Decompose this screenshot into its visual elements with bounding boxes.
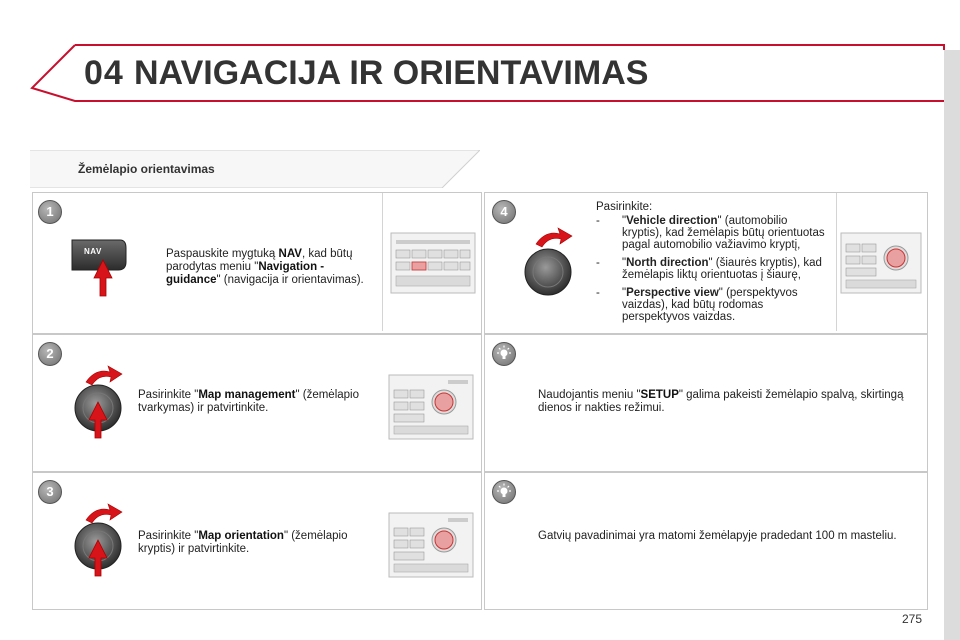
text-run: " (perspektyvos vaizdas), kad būtų rodomas perspektyvos vaizdas. <box>622 287 798 323</box>
bold-term: Navigation - guidance <box>166 261 325 286</box>
step-3-badge: 3 <box>38 480 62 504</box>
panel-separator <box>836 193 837 331</box>
text-run: " (navigacija ir orientavimas). <box>216 274 364 286</box>
page-edge-strip <box>944 50 960 640</box>
page-number: 275 <box>902 612 923 626</box>
text-run: Gatvių pavadinimai yra matomi žemėlapyje pradedant 100 m masteliu. <box>538 530 897 542</box>
text-run: " <box>622 257 627 269</box>
panel-separator <box>382 193 383 331</box>
option-vehicle-direction: - "Vehicle direction" (automobilio kryptis), kad žemėlapis būtų orientuotas pagal automobilio važiavimo kryptį, <box>596 215 825 251</box>
text-run: " (žemėlapio kryptis) ir patvirtinkite. <box>138 530 348 555</box>
text-run: " (automobilio kryptis), kad žemėlapis būtų orientuotas pagal automobilio važiavimo kryptį, <box>622 215 825 251</box>
step-2-badge: 2 <box>38 342 62 366</box>
text-run: , kad būtų parodytas meniu " <box>166 248 353 273</box>
text-run: Paspauskite mygtuką <box>166 248 279 260</box>
step-4-badge: 4 <box>492 200 516 224</box>
text-run: Pasirinkite " <box>138 389 199 401</box>
option-north-direction: - "North direction" (šiaurės kryptis), kad žemėlapis liktų orientuotas į šiaurę, <box>596 257 822 281</box>
rotary-knob-turn-icon <box>516 222 586 302</box>
step-4-options <box>596 215 830 329</box>
tip-2-text <box>538 530 908 543</box>
step-2-text <box>138 389 370 415</box>
tip-1-text <box>538 389 908 415</box>
section-title: Žemėlapio orientavimas <box>78 162 215 176</box>
text-run: " (šiaurės kryptis), kad žemėlapis liktų orientuotas į šiaurę, <box>622 257 822 281</box>
text-run: " <box>622 287 627 299</box>
text-run: " <box>622 215 627 227</box>
text-run: Pasirinkite " <box>138 530 199 542</box>
radio-console-illustration <box>388 512 474 578</box>
bold-term: Map orientation <box>198 530 284 542</box>
chapter-number: 04 <box>84 54 124 92</box>
nav-button-label: NAV <box>84 247 102 256</box>
step-4-intro: Pasirinkite: <box>596 201 653 213</box>
text-run: " galima pakeisti žemėlapio spalvą, skirtingą dienos ir nakties režimui. <box>538 389 904 414</box>
rotary-knob-turn-icon <box>66 360 136 440</box>
radio-console-illustration <box>390 232 476 294</box>
radio-console-illustration <box>840 232 922 294</box>
text-run: " (žemėlapio tvarkymas) ir patvirtinkite. <box>138 389 359 414</box>
bold-term: NAV <box>278 248 302 260</box>
step-1-text <box>166 248 376 287</box>
nav-button-press-icon <box>70 238 150 298</box>
bold-term: North direction <box>626 257 709 269</box>
option-perspective-view: - "Perspective view" (perspektyvos vaizdas), kad būtų rodomas perspektyvos vaizdas. <box>596 287 798 323</box>
tip-1-lightbulb-icon <box>492 342 516 366</box>
step-3-text <box>138 530 370 556</box>
bold-term: SETUP <box>640 389 679 401</box>
text-run: Naudojantis meniu " <box>538 389 641 401</box>
bold-term: Map management <box>198 389 296 401</box>
radio-console-illustration <box>388 374 474 440</box>
rotary-knob-turn-icon <box>66 498 136 578</box>
tip-2-lightbulb-icon <box>492 480 516 504</box>
bold-term: Vehicle direction <box>626 215 718 227</box>
step-1-badge: 1 <box>38 200 62 224</box>
bold-term: Perspective view <box>626 287 719 299</box>
page-title: NAVIGACIJA IR ORIENTAVIMAS <box>134 54 649 92</box>
